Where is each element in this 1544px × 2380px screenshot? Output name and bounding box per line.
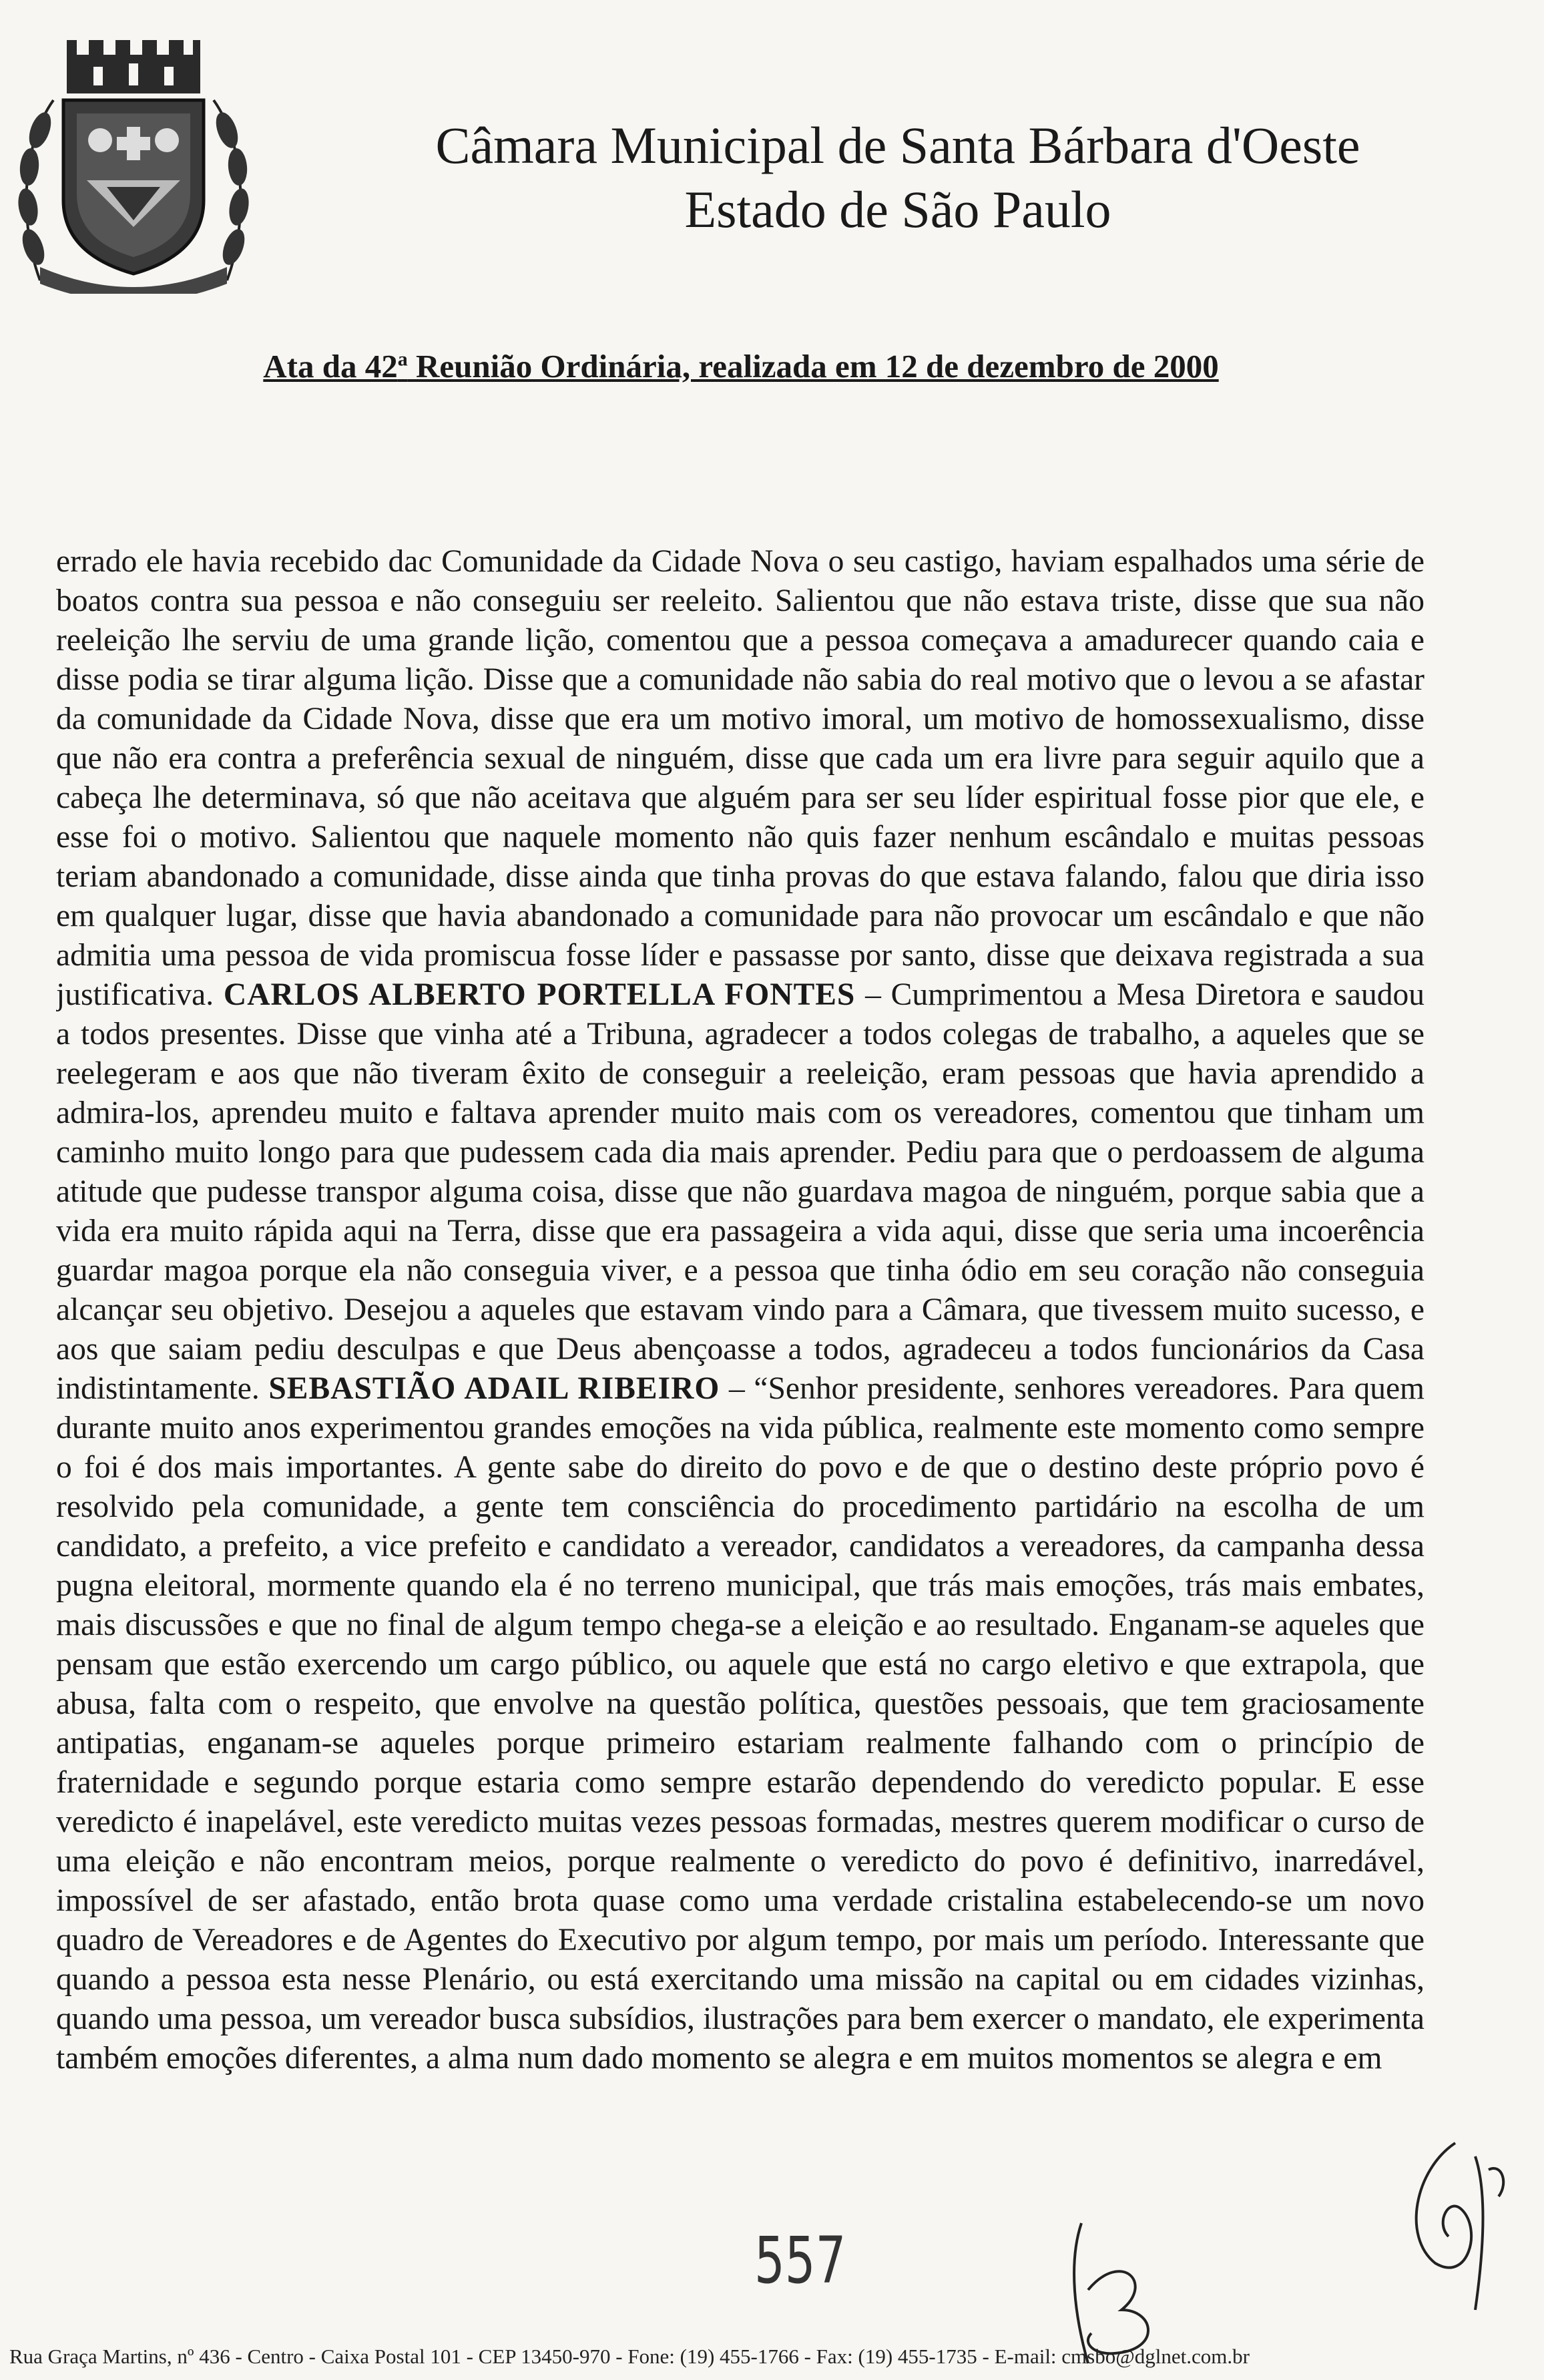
minutes-title [240, 347, 1242, 385]
state-name: Estado de São Paulo [684, 180, 1111, 238]
footer-contact: Rua Graça Martins, nº 436 - Centro - Caixa Postal 101 - CEP 13450-970 - Fone: (19) 455-1766 - Fax: (19) 455-1735 - E-mail: cmsbo@dglnet.com.br [9, 2345, 1250, 2368]
speech-text: errado ele havia recebido dac Comunidade da Cidade Nova o seu castigo, haviam espalhados uma série de boatos contra sua pessoa e não conseguiu ser reeleito. Salientou que não estava triste, disse que sua não reeleição lhe serviu de uma grande lição, comentou que a pessoa começava a amadurecer quando caia e disse podia se tirar alguma lição. Disse que a comunidade não sabia do real motivo que o levou a se afastar da comunidade da Cidade Nova, disse que era um motivo imoral, um motivo de homossexualismo, disse que não era contra a preferência sexual de ninguém, disse que cada um era livre para seguir aquilo que a cabeça lhe determinava, só que não aceitava que alguém para ser seu líder espiritual fosse pior que ele, e esse foi o motivo. Salientou que naquele momento não quis fazer nenhum escândalo e muitas pessoas teriam abandonado a comunidade, disse ainda que tinha provas do que estava falando, falou que diria isso em qualquer lugar, disse que havia abandonado a comunidade para não provocar um escândalo e que não admitia uma pessoa de vida promiscua fosse líder e passasse por santo, disse que deixava registrada a sua justificativa. [56, 544, 1425, 1012]
minutes-paragraph [56, 542, 1425, 2078]
minutes-title-prefix: Ata da 42 [263, 348, 398, 385]
speaker-name: CARLOS ALBERTO PORTELLA FONTES [223, 977, 856, 1012]
minutes-body [56, 542, 1425, 2191]
speech-text: – “Senhor presidente, senhores vereadores. Para quem durante muito anos experimentou grandes emoções na vida pública, realmente este momento como sempre o foi é dos mais importantes. A gente sabe do direito do povo e de que o destino deste próprio povo é resolvido pela comunidade, a gente tem consciência do procedimento partidário na escolha de um candidato, a prefeito, a vice prefeito e candidato a vereador, candidatos a vereadores, da campanha dessa pugna eleitoral, mormente quando ela é no terreno municipal, que trás mais emoções, trás mais embates, mais discussões e que no final de algum tempo chega-se a eleição e ao resultado. Enganam-se aqueles que pensam que estão exercendo um cargo público, ou aquele que está no cargo eletivo e que extrapola, que abusa, falta com o respeito, que envolve na questão política, questões pessoais, que tem graciosamente antipatias, enganam-se aqueles porque primeiro estariam realmente falhando com o princípio de fraternidade e segundo porque estaria como sempre estarão dependendo do veredicto popular. E esse veredicto é inapelável, este veredicto muitas vezes pessoas formadas, mestres querem modificar o curso de uma eleição e não encontram meios, porque realmente o veredicto do povo é definitivo, inarredável, impossível de ser afastado, então brota quase como uma verdade cristalina estabelecendo-se um novo quadro de Vereadores e de Agentes do Executivo por algum tempo, por mais um período. Interessante que quando a pessoa esta nesse Plenário, ou está exercitando uma missão na capital ou em cidades vizinhas, quando uma pessoa, um vereador busca subsídios, ilustrações para bem exercer o mandato, ele experimenta também emoções diferentes, a alma num dado momento se alegra e em muitos momentos se alegra e em [56, 1371, 1425, 2076]
chamber-name: Câmara Municipal de Santa Bárbara d'Oeste [435, 116, 1360, 174]
page-number: 557 [754, 2223, 846, 2298]
speaker-name: SEBASTIÃO ADAIL RIBEIRO [268, 1371, 720, 1406]
minutes-title-suffix: Reunião Ordinária, realizada em 12 de dezembro de 2000 [407, 348, 1219, 385]
ordinal-mark: a [397, 348, 408, 371]
speech-text: – Cumprimentou a Mesa Diretora e saudou a todos presentes. Disse que vinha até a Tribuna, agradecer a todos colegas de trabalho, a aqueles que se reelegeram e aos que não tiveram êxito de conseguir a reeleição, eram pessoas que havia aprendido a admira-los, aprendeu muito e faltava aprender muito mais com os vereadores, comentou que tinham um caminho muito longo para que pudessem cada dia mais aprender. Pediu para que o perdoassem de alguma atitude que pudesse transpor alguma coisa, disse que não guardava magoa de ninguém, porque sabia que a vida era muito rápida aqui na Terra, disse que era passageira a vida aqui, disse que seria uma incoerência guardar magoa porque ela não conseguia viver, e a pessoa que tinha ódio em seu coração não conseguia alcançar seu objetivo. Desejou a aqueles que estavam vindo para a Câmara, que tivessem muito sucesso, e aos que saiam pediu desculpas e que Deus abençoasse a todos, agradeceu a todos funcionários da Casa indistintamente. [56, 977, 1425, 1406]
coat-of-arms-logo [13, 27, 254, 294]
chamber-header [287, 113, 1509, 242]
